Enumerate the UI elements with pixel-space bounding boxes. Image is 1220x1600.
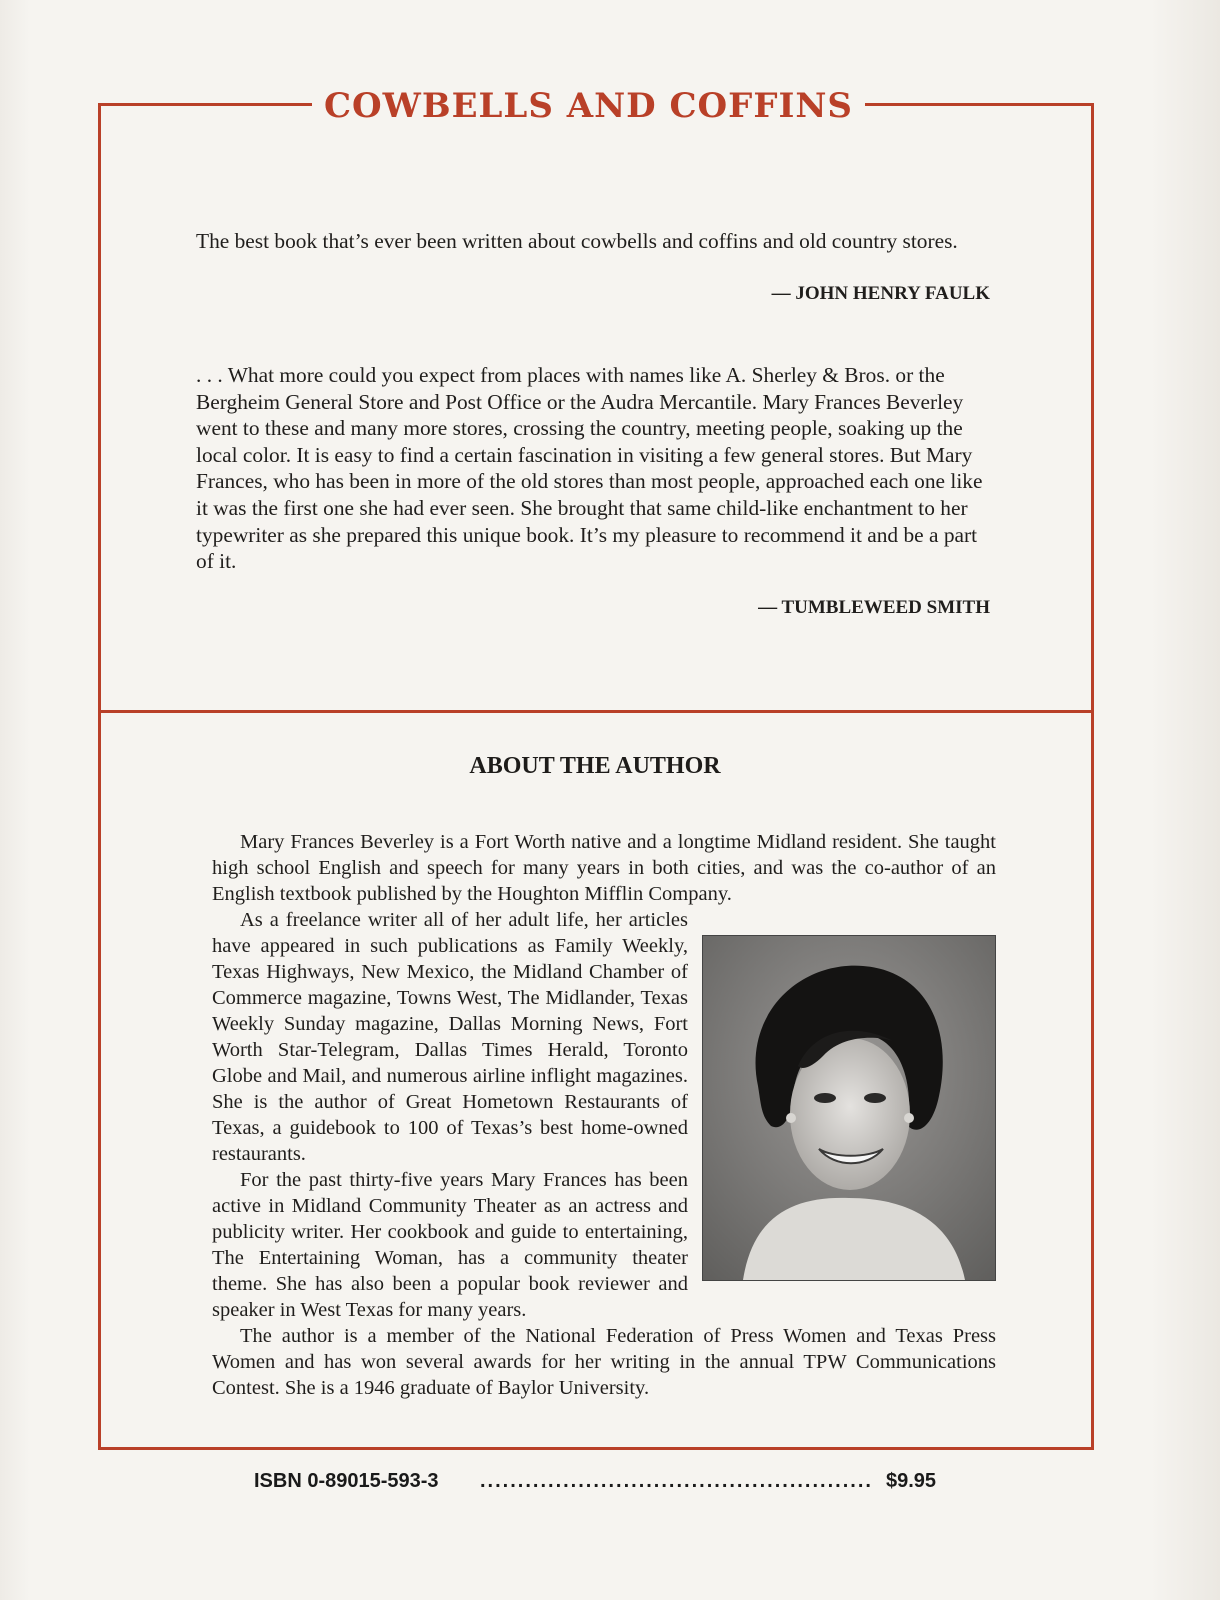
leader-dots: .................................................... <box>480 1470 873 1492</box>
price: $9.95 <box>886 1470 937 1492</box>
blurb-smith-attribution: — TUMBLEWEED SMITH <box>758 597 990 618</box>
blurb-faulk: The best book that’s ever been written about cowbells and coffins and old country stores. <box>196 229 958 253</box>
book-title: COWBELLS AND COFFINS <box>312 84 865 128</box>
author-photo <box>702 935 996 1281</box>
about-author-heading: ABOUT THE AUTHOR <box>469 753 721 779</box>
author-bio <box>212 829 996 1401</box>
bio-paragraph-2: As a freelance writer all of her adult life, her articles have appeared in such publications as Family Weekly, Texas Highways, New Mexico, the Midland Chamber of Commerce magazine, Towns West, The Midlander, Texas Weekly Sunday magazine, Dallas Morning News, Fort Worth Star-Telegram, Dallas Times Herald, Toronto Globe and Mail, and numerous airline inflight magazines. She is the author of Great Hometown Restaurants of Texas, a guidebook to 100 of Texas’s best home-owned restaurants. <box>212 909 688 1165</box>
bio-paragraph-1: Mary Frances Beverley is a Fort Worth native and a longtime Midland resident. She taught high school English and speech for many years in both cities, and was the co-author of an English textbook published by the Houghton Mifflin Company. <box>212 831 996 905</box>
author-portrait-image <box>703 936 995 1280</box>
blurb-faulk-attribution: — JOHN HENRY FAULK <box>771 283 990 304</box>
bio-paragraph-4: The author is a member of the National Federation of Press Women and Texas Press Women and has won several awards for her writing in the annual TPW Communications Contest. She is a 1946 graduate of Baylor University. <box>212 1325 996 1399</box>
blurb-smith: . . . What more could you expect from places with names like A. Sherley & Bros. or the Bergheim General Store and Post Office or the Audra Mercantile. Mary Frances Beverley went to these and many more stores, crossing the country, meeting people, soaking up the local color. It is easy to find a certain fascination in visiting a few general stores. But Mary Frances, who has been in more of the old stores than most people, approached each one like it was the first one she had ever seen. She brought that same child-like enchantment to her typewriter as she prepared this unique book. It’s my pleasure to recommend it and be a part of it. <box>196 363 983 574</box>
section-divider <box>98 710 1094 713</box>
bio-paragraph-3: For the past thirty-five years Mary Frances has been active in Midland Community Theater as an actress and publicity writer. Her cookbook and guide to entertaining, The Entertaining Woman, has a community theater theme. She has also been a popular book reviewer and speaker in West Texas for many years. <box>212 1169 688 1321</box>
isbn-number: ISBN 0-89015-593-3 <box>254 1470 439 1492</box>
